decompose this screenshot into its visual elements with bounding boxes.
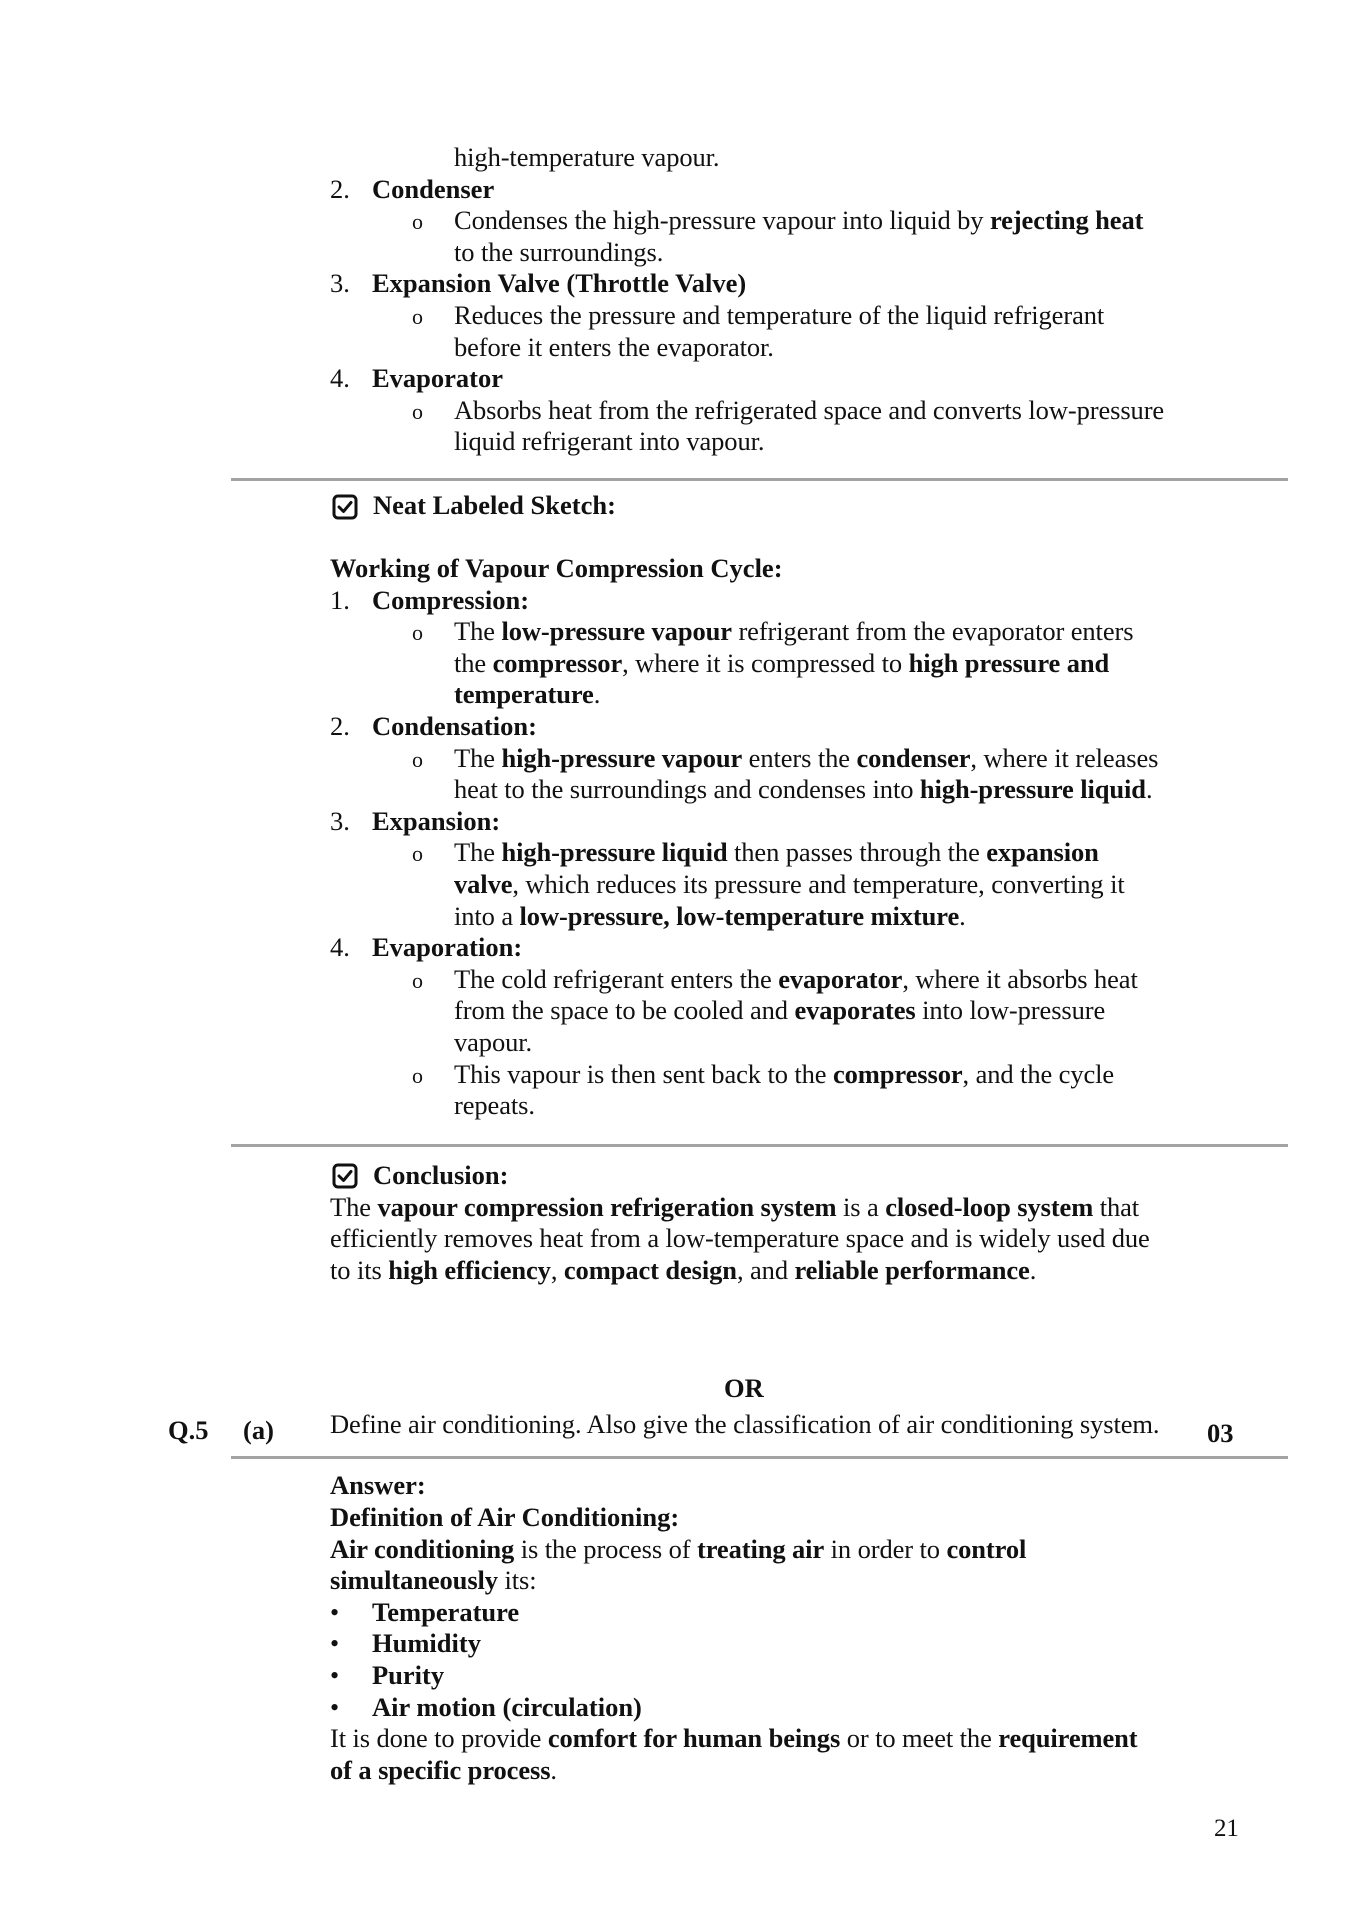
list-item-title: Expansion Valve (Throttle Valve) bbox=[372, 268, 747, 299]
text: Reduces the pressure and temperature of the liquid refrigerant bbox=[454, 300, 1105, 330]
list-item-text bbox=[454, 237, 663, 269]
question-part: (a) bbox=[243, 1415, 274, 1445]
bold-text: compressor bbox=[492, 647, 623, 678]
step-text bbox=[454, 648, 1109, 680]
bullet-circle-icon: o bbox=[412, 1062, 423, 1088]
bullet-dot-icon: • bbox=[330, 1597, 340, 1627]
list-item-text bbox=[454, 300, 1104, 332]
step-title: Evaporation: bbox=[372, 932, 523, 963]
bold-text: low-pressure, low-temperature mixture bbox=[519, 900, 960, 931]
bold-text: compressor bbox=[833, 1058, 963, 1089]
bold-text: comfort for human beings bbox=[547, 1723, 841, 1754]
bold-text: reliable performance bbox=[794, 1254, 1030, 1285]
carryover-text: high-temperature vapour. bbox=[454, 142, 720, 172]
definition-heading: Definition of Air Conditioning: bbox=[330, 1502, 680, 1532]
question-number: Q.5 bbox=[168, 1415, 209, 1445]
step-number: 2. bbox=[330, 711, 350, 741]
text: , and bbox=[736, 1254, 795, 1285]
bold-text: control bbox=[946, 1533, 1027, 1564]
list-item-text bbox=[454, 332, 774, 364]
bold-text: closed-loop system bbox=[885, 1191, 1094, 1222]
step-text bbox=[454, 1059, 1114, 1091]
purpose-text bbox=[330, 1755, 557, 1787]
bullet-circle-icon: o bbox=[412, 398, 423, 424]
bullet-dot-icon: • bbox=[330, 1629, 340, 1659]
step-title: Expansion: bbox=[372, 805, 501, 836]
text: . bbox=[959, 900, 966, 931]
conclusion-text bbox=[330, 1255, 1036, 1287]
step-text bbox=[454, 1027, 532, 1059]
text: liquid refrigerant into vapour. bbox=[454, 426, 765, 457]
step-number: 3. bbox=[330, 805, 350, 836]
text: , and the cycle bbox=[962, 1058, 1115, 1089]
list-item-title: Condenser bbox=[372, 173, 495, 204]
bold-text: condenser bbox=[856, 742, 971, 773]
text: , where it releases bbox=[970, 742, 1159, 773]
list-number: 2. bbox=[330, 173, 350, 204]
text: This vapour is then sent back to the bbox=[454, 1058, 833, 1089]
bold-text: low-pressure vapour bbox=[501, 616, 732, 647]
step-text bbox=[454, 774, 1152, 806]
list-number: 4. bbox=[330, 363, 350, 394]
text: into low-pressure bbox=[915, 995, 1106, 1026]
list-item-text bbox=[454, 395, 1164, 427]
conclusion-text bbox=[330, 1192, 1139, 1224]
text: refrigerant from the evaporator enters bbox=[731, 616, 1134, 647]
text: It is done to provide bbox=[330, 1723, 548, 1754]
text: , bbox=[550, 1254, 564, 1285]
text: The bbox=[454, 616, 502, 647]
question-marks: 03 bbox=[1207, 1418, 1234, 1448]
bullet-dot-icon: • bbox=[330, 1692, 340, 1722]
page-number: 21 bbox=[1214, 1815, 1239, 1842]
text: vapour. bbox=[454, 1027, 533, 1057]
text: before it enters the evaporator. bbox=[454, 331, 774, 362]
conclusion-text bbox=[330, 1223, 1150, 1255]
bold-text: rejecting heat bbox=[989, 205, 1144, 236]
list-item-text bbox=[454, 426, 764, 458]
text: The bbox=[454, 837, 502, 868]
step-title: Condensation: bbox=[372, 711, 537, 741]
bullet-circle-icon: o bbox=[412, 967, 423, 993]
text: Absorbs heat from the refrigerated space and converts low-pressure bbox=[454, 394, 1165, 425]
text: enters the bbox=[742, 742, 857, 773]
text: to the surroundings. bbox=[454, 236, 664, 267]
bold-text: of a specific process bbox=[330, 1754, 551, 1785]
bold-text: treating air bbox=[697, 1533, 825, 1564]
step-text bbox=[454, 1090, 535, 1122]
text: The cold refrigerant enters the bbox=[454, 963, 779, 994]
answer-label: Answer: bbox=[330, 1470, 426, 1500]
bold-text: high efficiency bbox=[388, 1254, 551, 1285]
bullet-dot-icon: • bbox=[330, 1661, 340, 1690]
bold-text: simultaneously bbox=[330, 1565, 498, 1596]
section-divider bbox=[231, 1456, 1288, 1459]
bold-text: high pressure and bbox=[908, 647, 1110, 678]
text: Condenses the high-pressure vapour into liquid by bbox=[454, 205, 990, 236]
section-divider bbox=[231, 1144, 1288, 1147]
text: The bbox=[330, 1191, 378, 1222]
property-item: Temperature bbox=[372, 1596, 520, 1627]
definition-text bbox=[330, 1534, 1026, 1566]
bold-text: evaporates bbox=[794, 995, 916, 1026]
text: in order to bbox=[824, 1533, 947, 1564]
text: that bbox=[1093, 1191, 1140, 1222]
text: heat to the surroundings and condenses into bbox=[454, 774, 920, 805]
bold-text: requirement bbox=[998, 1723, 1138, 1754]
step-text bbox=[454, 964, 1138, 996]
text: to its bbox=[330, 1254, 389, 1285]
text: then passes through the bbox=[727, 837, 987, 868]
property-item: Humidity bbox=[372, 1628, 481, 1659]
definition-text bbox=[330, 1565, 536, 1597]
property-item: Air motion (circulation) bbox=[372, 1691, 642, 1722]
bold-text: Air conditioning bbox=[330, 1533, 515, 1564]
list-number: 3. bbox=[330, 268, 350, 299]
text: is a bbox=[836, 1191, 886, 1222]
text: , where it is compressed to bbox=[622, 647, 909, 678]
text: into a bbox=[454, 900, 520, 931]
bullet-circle-icon: o bbox=[412, 841, 423, 867]
section-divider bbox=[231, 478, 1288, 481]
text: efficiently removes heat from a low-temperature space and is widely used due bbox=[330, 1223, 1150, 1254]
step-number: 1. bbox=[330, 584, 350, 615]
text: from the space to be cooled and bbox=[454, 995, 795, 1026]
step-text bbox=[454, 995, 1105, 1027]
step-text bbox=[454, 901, 966, 933]
bullet-circle-icon: o bbox=[412, 620, 423, 646]
bold-text: expansion bbox=[986, 837, 1099, 868]
step-text bbox=[454, 743, 1158, 775]
text: . bbox=[593, 679, 601, 710]
text: The bbox=[454, 742, 502, 773]
list-item-title: Evaporator bbox=[372, 363, 504, 394]
step-title: Compression: bbox=[372, 584, 530, 615]
bold-text: compact design bbox=[563, 1254, 737, 1285]
list-item-text bbox=[454, 205, 1143, 237]
bold-text: evaporator bbox=[778, 963, 903, 994]
step-text bbox=[454, 679, 600, 711]
working-heading: Working of Vapour Compression Cycle: bbox=[330, 553, 783, 583]
bullet-circle-icon: o bbox=[412, 746, 423, 772]
step-text bbox=[454, 837, 1099, 869]
step-text bbox=[454, 869, 1125, 901]
bold-text: high-pressure liquid bbox=[919, 774, 1146, 805]
bold-text: vapour compression refrigeration system bbox=[377, 1191, 837, 1222]
text: , which reduces its pressure and temperature, converting it bbox=[512, 869, 1125, 899]
step-text bbox=[454, 616, 1133, 648]
question-text: Define air conditioning. Also give the classification of air conditioning system. bbox=[330, 1409, 1160, 1439]
text: repeats. bbox=[454, 1090, 535, 1121]
conclusion-heading: Conclusion: bbox=[373, 1160, 509, 1190]
text: its: bbox=[497, 1565, 537, 1596]
text: the bbox=[454, 647, 493, 678]
property-item: Purity bbox=[372, 1660, 445, 1690]
text: . bbox=[1145, 774, 1153, 805]
checkbox-checked-icon bbox=[332, 1163, 358, 1189]
purpose-text bbox=[330, 1723, 1138, 1755]
bold-text: valve bbox=[454, 869, 513, 899]
bullet-circle-icon: o bbox=[412, 304, 423, 329]
bold-text: high-pressure liquid bbox=[501, 837, 728, 868]
text: is the process of bbox=[514, 1533, 698, 1564]
text: or to meet the bbox=[840, 1723, 999, 1754]
bold-text: high-pressure vapour bbox=[501, 742, 743, 773]
bullet-circle-icon: o bbox=[412, 209, 423, 235]
checkbox-checked-icon bbox=[332, 494, 358, 520]
step-number: 4. bbox=[330, 932, 350, 963]
or-separator: OR bbox=[724, 1373, 764, 1403]
text: , where it absorbs heat bbox=[902, 963, 1138, 994]
text: . bbox=[1029, 1254, 1037, 1285]
text: . bbox=[550, 1754, 557, 1785]
sketch-heading: Neat Labeled Sketch: bbox=[373, 490, 616, 520]
bold-text: temperature bbox=[454, 679, 594, 710]
